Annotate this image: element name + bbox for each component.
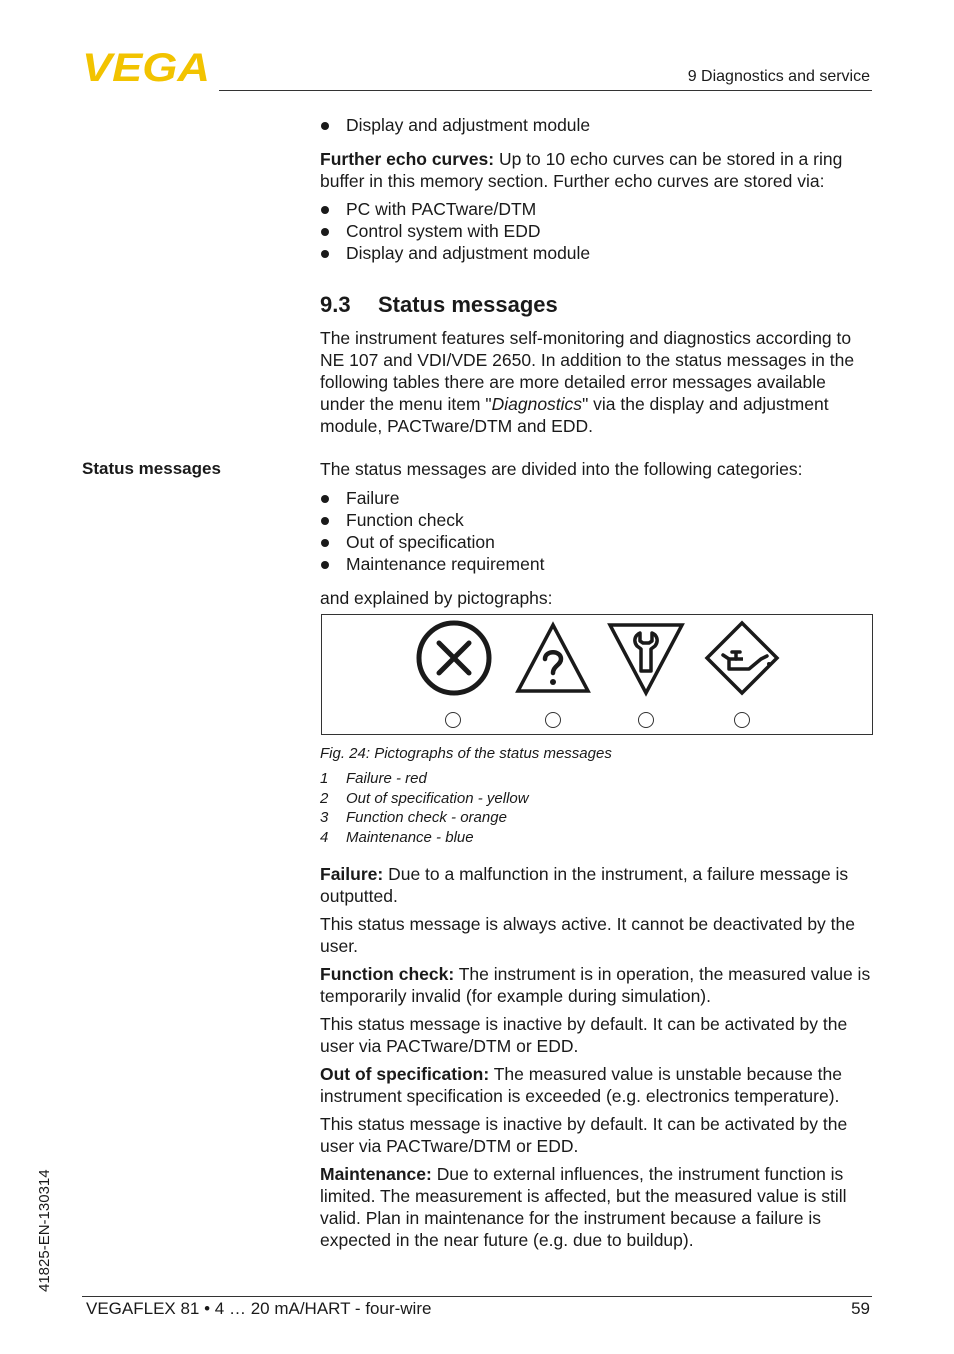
- list-item: Display and adjustment module: [320, 242, 872, 264]
- side-label-status-messages: Status messages: [82, 459, 221, 478]
- maintenance-paragraph: [320, 1163, 872, 1251]
- echo-label: Further echo curves:: [320, 149, 495, 169]
- list-item: Function check: [320, 509, 872, 531]
- legend-item: [320, 828, 529, 848]
- failure-label: Failure:: [320, 864, 384, 884]
- legend-item: [320, 789, 529, 809]
- out-of-spec-label: Out of specification:: [320, 1064, 490, 1084]
- figure-number-3: [638, 712, 654, 728]
- figure-caption: Fig. 24: Pictographs of the status messages: [320, 745, 612, 762]
- intro-text-b: " via the display and adjustment module, PACTware/DTM and EDD.: [320, 394, 829, 436]
- echo-list: [320, 198, 872, 264]
- legend-text: Failure - red: [346, 770, 427, 787]
- echo-paragraph: [320, 148, 872, 192]
- list-item: Display and adjustment module: [320, 114, 872, 136]
- list-item: PC with PACTware/DTM: [320, 198, 872, 220]
- pictograph-figure: [321, 614, 873, 735]
- pictograph-lead: and explained by pictographs:: [320, 588, 553, 608]
- maintenance-text: Due to external influences, the instrument function is limited. The measurement is affected, but the measured value is still valid. Plan in maintenance for the instrument because a failure is expected in the near future (e.g. due to buildup).: [320, 1164, 847, 1250]
- out-of-spec-paragraph: [320, 1063, 872, 1107]
- function-check-note: This status message is inactive by default. It can be activated by the user via PACTware/DTM or EDD.: [320, 1014, 848, 1056]
- section-heading: [320, 294, 872, 316]
- failure-text: Due to a malfunction in the instrument, a failure message is outputted.: [320, 864, 849, 906]
- document-code: 41825-EN-130314: [36, 1169, 53, 1292]
- figure-number-1: [445, 712, 461, 728]
- intro-list: [320, 114, 872, 136]
- footer-divider: [82, 1296, 872, 1297]
- figure-number-2: [545, 712, 561, 728]
- echo-text: Up to 10 echo curves can be stored in a ring buffer in this memory section. Further echo curves are stored via:: [320, 149, 843, 191]
- legend-item: [320, 808, 529, 828]
- out-of-spec-note: This status message is inactive by default. It can be activated by the user via PACTware/DTM or EDD.: [320, 1114, 848, 1156]
- page-number: 59: [851, 1299, 870, 1318]
- failure-x-icon: [415, 619, 493, 697]
- list-item: Control system with EDD: [320, 220, 872, 242]
- section-intro: [320, 327, 872, 437]
- section-title: Status messages: [378, 292, 558, 317]
- legend-number: 4: [320, 828, 329, 846]
- list-item: Out of specification: [320, 531, 872, 553]
- legend-text: Function check - orange: [346, 809, 507, 826]
- failure-note: This status message is always active. It cannot be deactivated by the user.: [320, 914, 855, 956]
- status-lead: The status messages are divided into the following categories:: [320, 459, 803, 479]
- out-of-spec-text: The measured value is unstable because the instrument specification is exceeded (e.g. electronics temperature).: [320, 1064, 843, 1106]
- function-check-paragraph: [320, 963, 872, 1007]
- legend-number: 1: [320, 770, 329, 787]
- figure-number-4: [734, 712, 750, 728]
- category-list: [320, 487, 872, 575]
- oilcan-diamond-icon: [703, 619, 781, 697]
- legend-text: Out of specification - yellow: [346, 789, 529, 807]
- diagnostics-menu-item: Diagnostics: [491, 394, 583, 414]
- function-check-text: The instrument is in operation, the measured value is temporarily invalid (for example during simulation).: [320, 964, 871, 1006]
- legend-number: 3: [320, 809, 329, 826]
- legend-text: Maintenance - blue: [346, 828, 474, 846]
- header-section-title: 9 Diagnostics and service: [687, 68, 870, 85]
- vega-logo: [82, 50, 212, 84]
- list-item: Failure: [320, 487, 872, 509]
- figure-legend: [320, 769, 529, 847]
- list-item: Maintenance requirement: [320, 553, 872, 575]
- question-triangle-icon: [514, 619, 592, 697]
- intro-text-a: The instrument features self-monitoring and diagnostics according to NE 107 and VDI/VDE 2650. In addition to the status messages in the following tables there are more detailed error messages available under the menu item ": [320, 328, 855, 414]
- section-number: 9.3: [320, 292, 351, 317]
- svg-text:VEGA: VEGA: [82, 50, 210, 84]
- legend-item: [320, 769, 529, 789]
- maintenance-label: Maintenance:: [320, 1164, 432, 1184]
- function-check-label: Function check:: [320, 964, 455, 984]
- header-divider: [219, 90, 872, 91]
- footer-product: VEGAFLEX 81 • 4 … 20 mA/HART - four-wire: [86, 1299, 432, 1318]
- wrench-triangle-icon: [607, 619, 685, 697]
- legend-number: 2: [320, 789, 329, 807]
- failure-paragraph: [320, 863, 872, 907]
